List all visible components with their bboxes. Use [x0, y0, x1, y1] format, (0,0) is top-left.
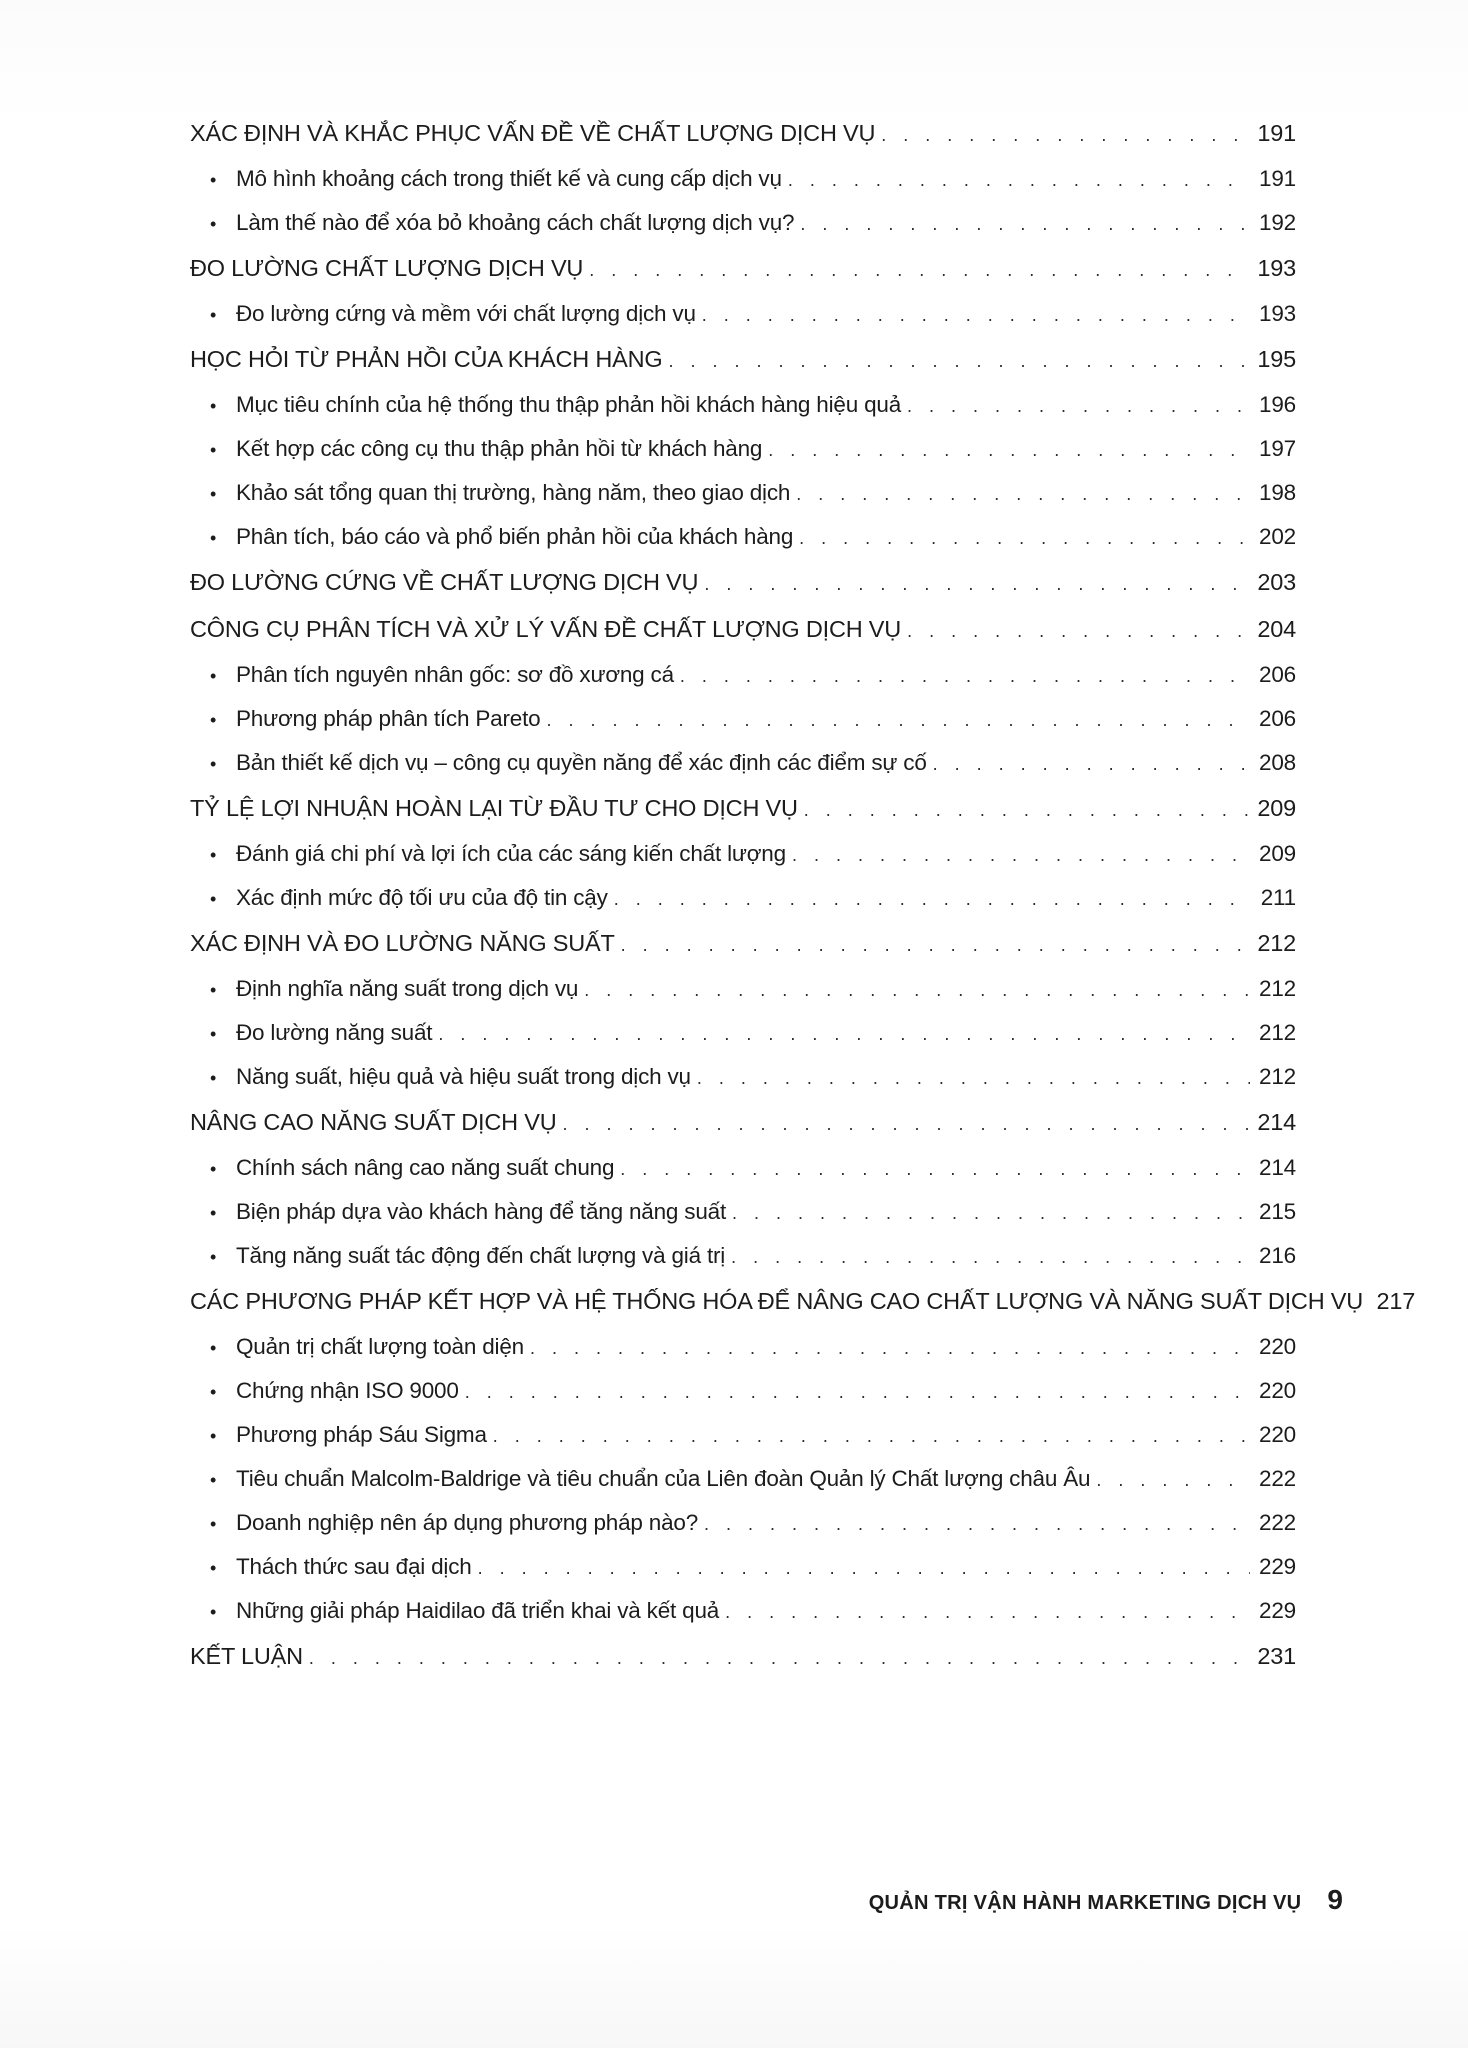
dot-leader — [668, 351, 1250, 372]
toc-entry-title: Định nghĩa năng suất trong dịch vụ — [236, 976, 579, 1001]
toc-entry-page-number: 222 — [1259, 1466, 1296, 1491]
toc-subsection-entry[interactable] — [190, 201, 1296, 245]
bullet-icon: • — [210, 170, 217, 190]
running-title: QUẢN TRỊ VẬN HÀNH MARKETING DỊCH VỤ — [868, 1892, 1302, 1914]
dot-leader — [584, 980, 1250, 1001]
toc-entry-page-number: 197 — [1259, 436, 1296, 461]
toc-entry-page-number: 206 — [1259, 706, 1296, 731]
bullet-icon: • — [210, 484, 217, 504]
dot-leader — [800, 214, 1250, 235]
toc-entry-page-number: 208 — [1259, 750, 1296, 775]
toc-subsection-entry[interactable] — [190, 427, 1296, 471]
toc-subsection-entry[interactable] — [190, 832, 1296, 876]
bullet-icon: • — [210, 1382, 217, 1402]
toc-section-entry[interactable] — [190, 920, 1296, 967]
toc-entry-title: XÁC ĐỊNH VÀ ĐO LƯỜNG NĂNG SUẤT — [190, 930, 615, 956]
toc-entry-page-number: 212 — [1259, 1064, 1296, 1089]
toc-entry-page-number: 222 — [1259, 1510, 1296, 1535]
toc-entry-title: Năng suất, hiệu quả và hiệu suất trong dịch vụ — [236, 1064, 691, 1089]
toc-entry-page-number: 196 — [1259, 392, 1296, 417]
toc-subsection-entry[interactable] — [190, 967, 1296, 1011]
dot-leader — [792, 845, 1250, 866]
dot-leader — [589, 260, 1250, 281]
dot-leader — [1096, 1470, 1250, 1491]
dot-leader — [493, 1426, 1250, 1447]
toc-entry-title: NÂNG CAO NĂNG SUẤT DỊCH VỤ — [190, 1109, 557, 1135]
toc-entry-title: Những giải pháp Haidilao đã triển khai và kết quả — [236, 1598, 720, 1623]
dot-leader — [907, 621, 1250, 642]
page-footer — [869, 1884, 1343, 1916]
toc-entry-title: Chính sách nâng cao năng suất chung — [236, 1155, 615, 1180]
dot-leader — [546, 710, 1250, 731]
dot-leader — [620, 1159, 1250, 1180]
toc-entry-page-number: 204 — [1257, 616, 1296, 642]
toc-entry-title: Mục tiêu chính của hệ thống thu thập phản hồi khách hàng hiệu quả — [236, 392, 902, 417]
toc-entry-title: Mô hình khoảng cách trong thiết kế và cung cấp dịch vụ — [236, 166, 782, 191]
toc-entry-page-number: 220 — [1259, 1334, 1296, 1359]
toc-subsection-entry[interactable] — [190, 1369, 1296, 1413]
toc-entry-title: CÁC PHƯƠNG PHÁP KẾT HỢP VÀ HỆ THỐNG HÓA ĐỂ NÂNG CAO CHẤT LƯỢNG VÀ NĂNG SUẤT DỊCH VỤ — [190, 1288, 1364, 1314]
dot-leader — [697, 1068, 1250, 1089]
table-of-contents — [190, 110, 1416, 1680]
toc-entry-page-number: 198 — [1259, 480, 1296, 505]
bullet-icon: • — [210, 1558, 217, 1578]
toc-entry-page-number: 206 — [1259, 662, 1296, 687]
dot-leader — [907, 396, 1250, 417]
toc-entry-page-number: 217 — [1376, 1288, 1416, 1314]
bullet-icon: • — [210, 305, 217, 325]
toc-subsection-entry[interactable] — [190, 1055, 1296, 1099]
dot-leader — [702, 305, 1250, 326]
dot-leader — [530, 1338, 1250, 1359]
dot-leader — [881, 125, 1250, 146]
toc-entry-title: Xác định mức độ tối ưu của độ tin cậy — [236, 885, 608, 910]
toc-entry-page-number: 214 — [1259, 1155, 1296, 1180]
toc-entry-page-number: 212 — [1259, 976, 1296, 1001]
bullet-icon: • — [210, 1024, 217, 1044]
bullet-icon: • — [210, 1159, 217, 1179]
toc-subsection-entry[interactable] — [190, 471, 1296, 515]
toc-entry-page-number: 216 — [1259, 1243, 1296, 1268]
toc-entry-page-number: 209 — [1259, 841, 1296, 866]
toc-section-entry[interactable] — [190, 245, 1296, 292]
page-number: 9 — [1327, 1884, 1343, 1915]
toc-entry-title: Tiêu chuẩn Malcolm-Baldrige và tiêu chuẩn của Liên đoàn Quản lý Chất lượng châu Âu — [236, 1466, 1091, 1491]
dot-leader — [725, 1602, 1250, 1623]
toc-entry-title: KẾT LUẬN — [190, 1643, 303, 1669]
dot-leader — [799, 528, 1250, 549]
bullet-icon: • — [210, 889, 217, 909]
toc-entry-title: Doanh nghiệp nên áp dụng phương pháp nào? — [236, 1510, 699, 1535]
dot-leader — [796, 484, 1250, 505]
toc-subsection-entry[interactable] — [190, 157, 1296, 201]
dot-leader — [621, 935, 1250, 956]
toc-entry-page-number: 212 — [1257, 930, 1296, 956]
toc-subsection-entry[interactable] — [190, 1325, 1296, 1369]
toc-entry-title: Phương pháp phân tích Pareto — [236, 706, 541, 731]
toc-subsection-entry[interactable] — [190, 741, 1296, 785]
toc-entry-title: ĐO LƯỜNG CỨNG VỀ CHẤT LƯỢNG DỊCH VỤ — [190, 569, 699, 595]
toc-entry-title: Tăng năng suất tác động đến chất lượng và giá trị — [236, 1243, 726, 1268]
toc-entry-title: Đo lường cứng và mềm với chất lượng dịch vụ — [236, 301, 696, 326]
toc-entry-page-number: 229 — [1259, 1598, 1296, 1623]
toc-entry-title: Kết hợp các công cụ thu thập phản hồi từ khách hàng — [236, 436, 763, 461]
dot-leader — [438, 1024, 1250, 1045]
bullet-icon: • — [210, 1068, 217, 1088]
toc-entry-title: Quản trị chất lượng toàn diện — [236, 1334, 524, 1359]
bullet-icon: • — [210, 396, 217, 416]
toc-section-entry[interactable] — [190, 110, 1296, 157]
dot-leader — [768, 440, 1250, 461]
dot-leader — [309, 1648, 1250, 1669]
toc-section-entry[interactable] — [190, 1278, 1416, 1325]
toc-subsection-entry[interactable] — [190, 1190, 1296, 1234]
toc-entry-title: Khảo sát tổng quan thị trường, hàng năm, theo giao dịch — [236, 480, 791, 505]
dot-leader — [704, 574, 1250, 595]
dot-leader — [563, 1114, 1251, 1135]
bullet-icon: • — [210, 1338, 217, 1358]
toc-entry-title: Đánh giá chi phí và lợi ích của các sáng kiến chất lượng — [236, 841, 786, 866]
toc-entry-title: Phương pháp Sáu Sigma — [236, 1422, 487, 1447]
bullet-icon: • — [210, 754, 217, 774]
dot-leader — [804, 800, 1250, 821]
bullet-icon: • — [210, 1426, 217, 1446]
toc-entry-page-number: 203 — [1257, 569, 1296, 595]
toc-entry-page-number: 211 — [1260, 885, 1296, 910]
toc-entry-title: Biện pháp dựa vào khách hàng để tăng năng suất — [236, 1199, 727, 1224]
bullet-icon: • — [210, 1247, 217, 1267]
toc-entry-title: TỶ LỆ LỢI NHUẬN HOÀN LẠI TỪ ĐẦU TƯ CHO DỊCH VỤ — [190, 795, 798, 821]
toc-subsection-entry[interactable] — [190, 292, 1296, 336]
toc-subsection-entry[interactable] — [190, 1146, 1296, 1190]
toc-entry-page-number: 215 — [1259, 1199, 1296, 1224]
bullet-icon: • — [210, 528, 217, 548]
toc-entry-page-number: 229 — [1259, 1554, 1296, 1579]
toc-entry-page-number: 195 — [1257, 346, 1296, 372]
toc-subsection-entry[interactable] — [190, 653, 1296, 697]
toc-entry-page-number: 193 — [1257, 255, 1296, 281]
toc-entry-page-number: 220 — [1259, 1422, 1296, 1447]
toc-entry-page-number: 202 — [1259, 524, 1296, 549]
dot-leader — [731, 1247, 1250, 1268]
bullet-icon: • — [210, 1470, 217, 1490]
toc-subsection-entry[interactable] — [190, 1545, 1296, 1589]
bullet-icon: • — [210, 845, 217, 865]
toc-subsection-entry[interactable] — [190, 1457, 1296, 1501]
bullet-icon: • — [210, 710, 217, 730]
dot-leader — [680, 666, 1250, 687]
toc-subsection-entry[interactable] — [190, 876, 1296, 920]
bullet-icon: • — [210, 980, 217, 1000]
toc-section-entry[interactable] — [190, 606, 1296, 653]
bullet-icon: • — [210, 1203, 217, 1223]
toc-subsection-entry[interactable] — [190, 383, 1296, 427]
toc-section-entry[interactable] — [190, 1633, 1296, 1680]
toc-entry-page-number: 220 — [1259, 1378, 1296, 1403]
toc-section-entry[interactable] — [190, 336, 1296, 383]
dot-leader — [732, 1203, 1250, 1224]
toc-entry-title: Phân tích nguyên nhân gốc: sơ đồ xương cá — [236, 662, 674, 687]
toc-entry-title: Chứng nhận ISO 9000 — [236, 1378, 459, 1403]
toc-subsection-entry[interactable] — [190, 1589, 1296, 1633]
bullet-icon: • — [210, 214, 217, 234]
toc-entry-page-number: 212 — [1259, 1020, 1296, 1045]
toc-section-entry[interactable] — [190, 1099, 1296, 1146]
toc-subsection-entry[interactable] — [190, 1413, 1296, 1457]
toc-entry-title: Làm thế nào để xóa bỏ khoảng cách chất lượng dịch vụ? — [236, 210, 795, 235]
toc-entry-title: Phân tích, báo cáo và phổ biến phản hồi của khách hàng — [236, 524, 794, 549]
toc-entry-page-number: 192 — [1259, 210, 1296, 235]
toc-entry-title: Bản thiết kế dịch vụ – công cụ quyền năng để xác định các điểm sự cố — [236, 750, 927, 775]
dot-leader — [478, 1558, 1250, 1579]
toc-entry-title: Đo lường năng suất — [236, 1020, 433, 1045]
bullet-icon: • — [210, 666, 217, 686]
dot-leader — [614, 889, 1250, 910]
bullet-icon: • — [210, 1514, 217, 1534]
bullet-icon: • — [210, 440, 217, 460]
toc-entry-page-number: 214 — [1257, 1109, 1296, 1135]
toc-entry-page-number: 193 — [1259, 301, 1296, 326]
toc-subsection-entry[interactable] — [190, 1234, 1296, 1278]
dot-leader — [704, 1514, 1250, 1535]
toc-entry-title: ĐO LƯỜNG CHẤT LƯỢNG DỊCH VỤ — [190, 255, 584, 281]
toc-entry-page-number: 191 — [1257, 120, 1296, 146]
toc-entry-title: Thách thức sau đại dịch — [236, 1554, 472, 1579]
toc-entry-page-number: 231 — [1257, 1643, 1296, 1669]
toc-entry-title: HỌC HỎI TỪ PHẢN HỒI CỦA KHÁCH HÀNG — [190, 346, 663, 372]
toc-entry-title: XÁC ĐỊNH VÀ KHẮC PHỤC VẤN ĐỀ VỀ CHẤT LƯỢNG DỊCH VỤ — [190, 120, 876, 146]
toc-subsection-entry[interactable] — [190, 1501, 1296, 1545]
toc-subsection-entry[interactable] — [190, 515, 1296, 559]
toc-section-entry[interactable] — [190, 785, 1296, 832]
dot-leader — [465, 1382, 1250, 1403]
toc-entry-title: CÔNG CỤ PHÂN TÍCH VÀ XỬ LÝ VẤN ĐỀ CHẤT LƯỢNG DỊCH VỤ — [190, 616, 902, 642]
toc-subsection-entry[interactable] — [190, 697, 1296, 741]
toc-subsection-entry[interactable] — [190, 1011, 1296, 1055]
dot-leader — [788, 170, 1250, 191]
toc-entry-page-number: 209 — [1257, 795, 1296, 821]
toc-entry-page-number: 191 — [1259, 166, 1296, 191]
dot-leader — [933, 754, 1250, 775]
bullet-icon: • — [210, 1602, 217, 1622]
toc-section-entry[interactable] — [190, 559, 1296, 606]
